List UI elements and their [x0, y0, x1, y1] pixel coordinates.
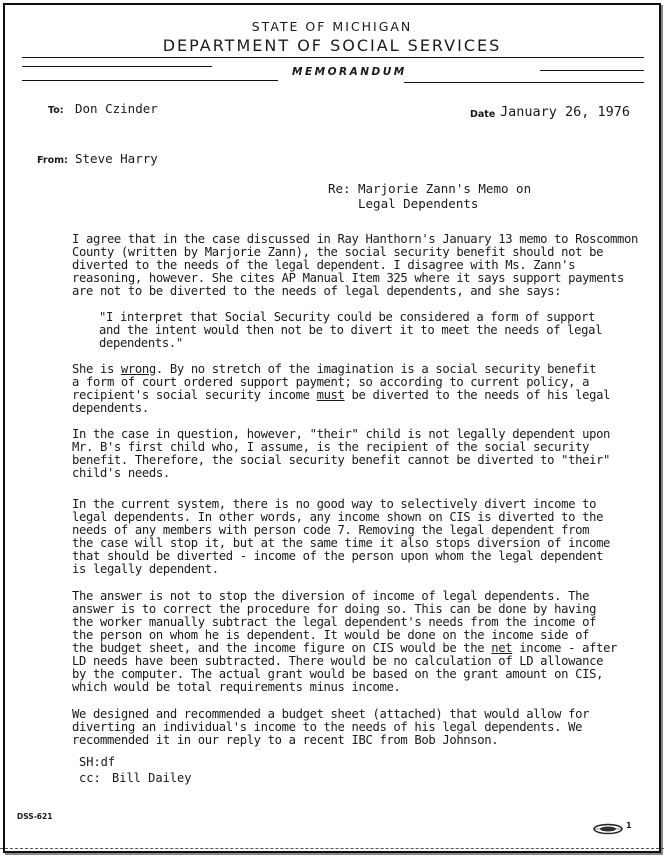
text-line: answer is to correct the procedure for doing so. This can be done by having	[72, 602, 597, 616]
initials: SH:df	[79, 755, 116, 769]
text-line: dependents.	[72, 401, 149, 415]
text-line: diverting an individual's income to the needs of his legal dependents. We	[72, 720, 583, 734]
header-rule-top	[22, 57, 644, 58]
text-line: recommended it in our reply to a recent IBC from Bob Johnson.	[72, 733, 499, 747]
header-rule-left-lower	[22, 80, 278, 81]
paragraph-5	[72, 589, 618, 694]
paragraph-1	[72, 232, 638, 298]
text-run: recipient's social security income	[72, 388, 317, 402]
bottom-dashed-edge	[0, 848, 664, 849]
cc-value: Bill Dailey	[112, 771, 192, 785]
date-value: January 26, 1976	[500, 104, 631, 120]
text-line: a form of court ordered support payment; so according to current policy, a	[72, 375, 590, 389]
text-line: which would be total requirements minus income.	[72, 680, 401, 694]
union-bug-number: 1	[626, 821, 632, 830]
text-line: is legally dependent.	[72, 562, 219, 576]
from-label: From:	[37, 155, 68, 166]
text-line: In the case in question, however, "their" child is not legally dependent upon	[72, 427, 611, 441]
date-label: Date	[470, 109, 496, 120]
form-number: DSS-621	[17, 812, 53, 821]
department-heading: DEPARTMENT OF SOCIAL SERVICES	[162, 36, 502, 55]
text-line: In the current system, there is no good way to selectively divert income to	[72, 497, 597, 511]
text-line: dependents."	[99, 336, 183, 350]
text-line: and the intent would then not be to divert it to meet the needs of legal	[99, 323, 603, 337]
memorandum-title: MEMORANDUM	[292, 66, 407, 78]
state-heading: STATE OF MICHIGAN	[251, 19, 413, 34]
from-value: Steve Harry	[75, 151, 158, 166]
text-line: Mr. B's first child who, I assume, is the recipient of the social security	[72, 440, 590, 454]
subject-label: Re:	[328, 181, 351, 196]
text-line: I agree that in the case discussed in Ray Hanthorn's January 13 memo to Roscommon	[72, 232, 638, 246]
paragraph-6	[72, 708, 612, 747]
to-value: Don Czinder	[75, 101, 158, 116]
text-line: LD needs have been subtracted. There would be no calculation of LD allowance	[72, 654, 604, 668]
subject-line-2: Legal Dependents	[358, 196, 479, 211]
text-line: We designed and recommended a budget sheet (attached) that would allow for	[72, 707, 590, 721]
union-bug-icon	[592, 820, 624, 832]
text-line: benefit. Therefore, the social security benefit cannot be diverted to "their"	[72, 453, 611, 467]
paragraph-3	[72, 428, 612, 480]
text-run: income - after	[512, 641, 618, 655]
to-label: To:	[48, 105, 64, 116]
text-line: by the computer. The actual grant would be based on the grant amount on CIS,	[72, 667, 604, 681]
text-line: legal dependents. In other words, any income shown on CIS is diverted to the	[72, 510, 604, 524]
text-line: that should be diverted - income of the person upon whom the legal dependent	[72, 549, 604, 563]
text-line: "I interpret that Social Security could be considered a form of support	[99, 310, 596, 324]
text-line: diverted to the needs of the legal dependent. I disagree with Ms. Zann's	[72, 258, 576, 272]
union-bug-shape	[592, 823, 624, 835]
text-line: the worker manually subtract the legal dependent's needs from the income of	[72, 615, 597, 629]
header-rule-left-upper	[22, 66, 212, 67]
header-rule-right-upper	[540, 70, 644, 71]
text-run: be diverted to the needs of his legal	[344, 388, 611, 402]
text-line: needs of any members with person code 7. Removing the legal dependent from	[72, 523, 590, 537]
text-line: are not to be diverted to the needs of legal dependents, and she says:	[72, 284, 562, 298]
text-run: . By no stretch of the imagination is a social security benefit	[155, 362, 597, 376]
quotation	[99, 311, 639, 350]
text-line: the case will stop it, but at the same time it also stops diversion of income	[72, 536, 611, 550]
cc-label: cc:	[79, 771, 101, 785]
text-line: The answer is not to stop the diversion of income of legal dependents. The	[72, 589, 590, 603]
text-line: the person on whom he is dependent. It would be done on the income side of	[72, 628, 590, 642]
emphasis-net: net	[491, 641, 513, 655]
emphasis-must: must	[316, 388, 345, 402]
paragraph-4	[72, 498, 612, 576]
emphasis-wrong: wrong	[120, 362, 156, 376]
text-line	[72, 389, 612, 402]
subject-line-1: Marjorie Zann's Memo on	[358, 181, 532, 196]
text-run: the budget sheet, and the income figure on CIS would be the	[72, 641, 492, 655]
header-rule-right-lower	[404, 82, 644, 83]
text-line: child's needs.	[72, 466, 170, 480]
paragraph-2	[72, 363, 612, 415]
text-line: reasoning, however. She cites AP Manual Item 325 where it says support payments	[72, 271, 625, 285]
text-line: County (written by Marjorie Zann), the social security benefit should not be	[72, 245, 604, 259]
text-run: She is	[72, 362, 121, 376]
